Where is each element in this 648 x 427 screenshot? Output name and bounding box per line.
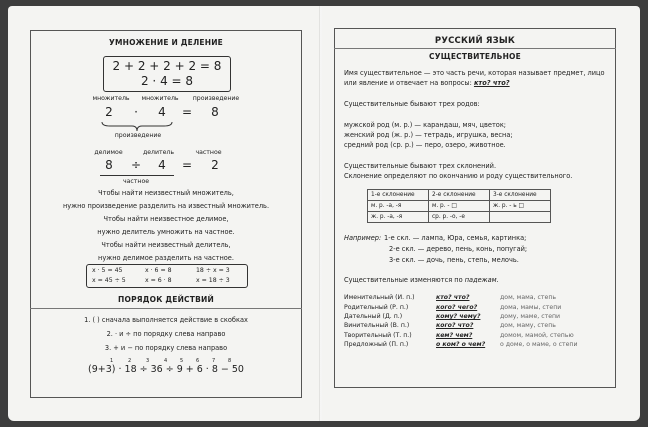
cases-intro: Существительные изменяются по падежам.	[344, 276, 499, 284]
multiplication-equation: 2 · 4 = 8	[140, 74, 194, 88]
repeated-addition-equation: 2 + 2 + 2 + 2 = 8	[112, 59, 222, 73]
brace-product-label: произведение	[114, 132, 162, 139]
order-title: ПОРЯДОК ДЕЙСТВИЙ	[118, 295, 214, 304]
cases-table	[344, 293, 581, 349]
order-rule-3: 3. + и − по порядку слева направо	[104, 344, 228, 352]
example-decl-1: 1-е скл. — лампа, Юра, семья, картинка;	[384, 234, 527, 242]
case-example: дома, мамы, степи	[500, 303, 562, 311]
rule-line-1: Чтобы найти неизвестный множитель,	[98, 189, 234, 197]
step-number-5: 5	[180, 358, 184, 364]
div-dividend: 8	[105, 158, 113, 172]
rule-line-2: нужно произведение разделить на известный множитель.	[62, 202, 270, 210]
div-equals: =	[181, 158, 193, 172]
table-cell	[490, 212, 551, 223]
example-1b: x = 45 ÷ 5	[92, 277, 126, 284]
table-row	[344, 321, 581, 330]
case-question: о ком? о чем?	[436, 341, 486, 349]
order-divider	[30, 308, 302, 309]
product-brace	[100, 120, 175, 132]
table-cell: ж. р. - ь □	[490, 201, 551, 212]
table-cell: ж. р. -а, -я	[368, 212, 429, 223]
order-expression: (9+3) · 18 ÷ 36 ÷ 9 + 6 · 8 − 50	[88, 364, 244, 375]
step-number-2: 2	[128, 358, 132, 364]
table-cell: м. р. - □	[429, 201, 490, 212]
product-label: произведение	[192, 95, 240, 102]
case-name: Предложный (П. п.)	[344, 341, 409, 349]
factor-label-1: множитель	[92, 95, 130, 102]
case-name: Творительный (Т. п.)	[344, 331, 412, 339]
table-cell: 3-е склонение	[490, 190, 551, 201]
example-2a: x · 6 = 8	[145, 267, 172, 274]
step-number-1: 1	[110, 358, 114, 364]
table-row	[344, 293, 581, 302]
table-row	[344, 312, 581, 321]
rule-line-5: Чтобы найти неизвестный делитель,	[101, 241, 231, 249]
example-label: Например:	[344, 234, 382, 242]
case-question: кем? чем?	[436, 331, 473, 339]
step-number-6: 6	[196, 358, 200, 364]
case-name: Винительный (В. п.)	[344, 322, 410, 330]
example-decl-2: 2-е скл. — дерево, пень, конь, попугай;	[389, 245, 528, 253]
declension-intro-2: Склонение определяют по окончанию и роду существительного.	[344, 172, 573, 180]
gender-masculine: мужской род (м. р.) — карандаш, мяч, цветок;	[344, 121, 507, 129]
table-cell: 1-е склонение	[368, 190, 429, 201]
gender-feminine: женский род (ж. р.) — тетрадь, игрушка, весна;	[344, 131, 513, 139]
example-3b: x = 18 ÷ 3	[196, 277, 230, 284]
mult-factor-a: 2	[105, 105, 113, 119]
declension-table	[367, 189, 551, 223]
mult-equals: =	[181, 105, 193, 119]
case-example: домом, мамой, степью	[500, 331, 574, 339]
example-decl-3: 3-е скл. — дочь, пень, степь, мелочь.	[389, 256, 519, 264]
table-cell: 2-е склонение	[429, 190, 490, 201]
multiplication-title: УМНОЖЕНИЕ И ДЕЛЕНИЕ	[108, 38, 223, 47]
intro-line-2: или явление и отвечает на вопросы: кто? что?	[344, 79, 510, 87]
case-example: дом, маму, степь	[500, 322, 556, 330]
div-operator: ÷	[130, 158, 142, 172]
example-3a: 18 ÷ x = 3	[196, 267, 230, 274]
mult-operator: ·	[134, 105, 138, 119]
right-page	[322, 6, 640, 421]
step-number-7: 7	[212, 358, 216, 364]
mult-factor-b: 4	[158, 105, 166, 119]
case-name: Родительный (Р. п.)	[344, 303, 409, 311]
rule-line-4: нужно делитель умножить на частное.	[97, 228, 235, 236]
dividend-label: делимое	[94, 149, 123, 156]
table-row	[368, 190, 551, 201]
intro-line-1: Имя существительное — это часть речи, которая называет предмет, лицо	[344, 69, 605, 77]
table-row	[344, 331, 581, 340]
case-question: кто? что?	[436, 294, 470, 302]
gender-neuter: средний род (ср. р.) — перо, озеро, животное.	[344, 141, 506, 149]
genders-title: Существительные бывают трех родов:	[344, 100, 480, 108]
case-name: Дательный (Д. п.)	[344, 312, 403, 320]
table-row	[344, 302, 581, 311]
russian-title: РУССКИЙ ЯЗЫК	[434, 36, 516, 46]
divisor-label: делитель	[142, 149, 175, 156]
case-example: дому, маме, степи	[500, 312, 561, 320]
table-row	[344, 340, 581, 349]
rule-line-6: нужно делимое разделить на частное.	[98, 254, 234, 262]
factor-label-2: множитель	[141, 95, 179, 102]
case-question: кого? чего?	[436, 303, 478, 311]
left-page	[8, 6, 320, 421]
step-number-8: 8	[228, 358, 232, 364]
table-cell: ср. р. -о, -е	[429, 212, 490, 223]
title-divider	[334, 48, 616, 49]
example-2b: x = 6 · 8	[145, 277, 172, 284]
noun-subtitle: СУЩЕСТВИТЕЛЬНОЕ	[429, 52, 521, 61]
case-name: Именительный (И. п.)	[344, 294, 415, 302]
case-example: дом, мама, степь	[500, 294, 557, 302]
rule-line-3: Чтобы найти неизвестное делимое,	[103, 215, 229, 223]
declension-intro-1: Существительные бывают трех склонений.	[344, 162, 497, 170]
table-row	[368, 201, 551, 212]
order-rule-1: 1. ( ) сначала выполняется действие в скобках	[84, 316, 248, 324]
quotient-bottom-label: частное	[122, 178, 150, 185]
table-row	[368, 212, 551, 223]
case-example: о доме, о маме, о степи	[500, 341, 578, 349]
div-divisor: 4	[158, 158, 166, 172]
table-cell: м. р. -а, -я	[368, 201, 429, 212]
mult-result: 8	[211, 105, 219, 119]
div-result: 2	[211, 158, 219, 172]
quotient-underline	[100, 175, 174, 176]
example-1a: x · 5 = 45	[92, 267, 123, 274]
step-number-4: 4	[164, 358, 168, 364]
case-question: кому? чему?	[436, 312, 481, 320]
order-rule-2: 2. · и ÷ по порядку слева направо	[106, 330, 226, 338]
step-number-3: 3	[146, 358, 150, 364]
quotient-top-label: частное	[195, 149, 222, 156]
case-question: кого? что?	[436, 322, 474, 330]
